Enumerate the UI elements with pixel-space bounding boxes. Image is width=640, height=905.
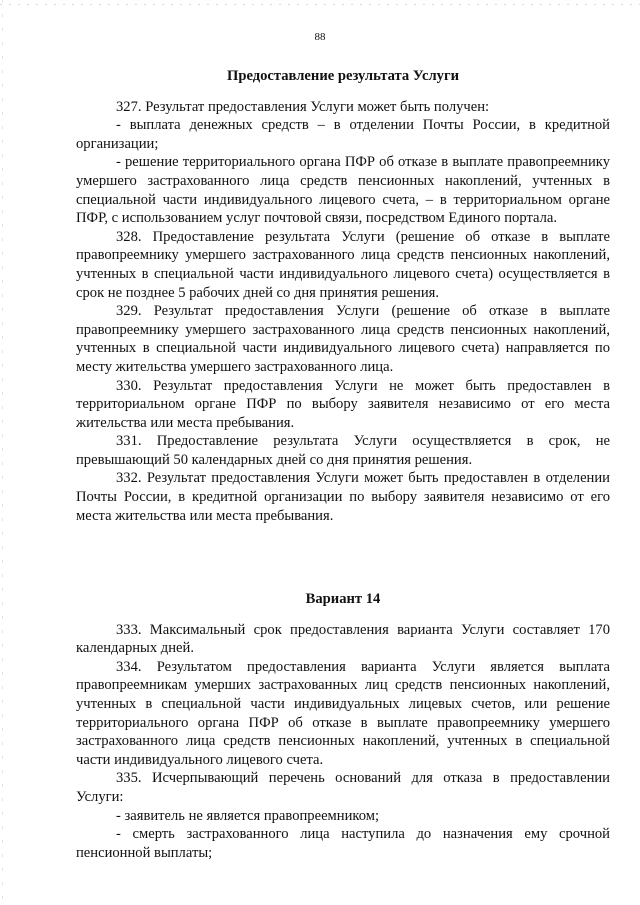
list-item-refusal-decision: - решение территориального органа ПФР об отказе в выплате правопреемнику умершего застрахованного лица средств пенсионных накоплений, учтенных в специальной части индивидуального лицевого счета, – в территориальном органе ПФР, с использованием услуг почтовой связи, посредством Единого портала. bbox=[76, 154, 610, 227]
paragraph-333: 333. Максимальный срок предоставления варианта Услуги составляет 170 календарных дней. bbox=[76, 621, 610, 657]
paragraph-334: 334. Результатом предоставления варианта Услуги является выплата правопреемникам умерших застрахованных лиц средств пенсионных накоплений, учтенных в специальной части индивидуальных лицевых счетов, или решение территориального органа ПФР об отказе в выплате правопреемнику умершего застрахованного лица средств пенсионных накоплений, учтенных в специальной части индивидуального лицевого счета. bbox=[76, 658, 610, 768]
section-variant-14 bbox=[76, 590, 610, 862]
section-title: Предоставление результата Услуги bbox=[227, 68, 459, 84]
paragraph-327: 327. Результат предоставления Услуги может быть получен: bbox=[116, 98, 490, 115]
list-item-money-payment: - выплата денежных средств – в отделении Почты России, в кредитной организации; bbox=[76, 117, 610, 152]
section-title: Вариант 14 bbox=[305, 591, 381, 607]
page-number: 88 bbox=[314, 31, 326, 43]
paragraph-330: 330. Результат предоставления Услуги не может быть предоставлен в территориальном органе ПФР по выбору заявителя независимо от его места жительства или места пребывания. bbox=[76, 377, 610, 431]
paragraph-332: 332. Результат предоставления Услуги может быть предоставлен в отделении Почты России, в кредитной организации по выбору заявителя независимо от его места жительства или места пребывания. bbox=[76, 470, 610, 524]
section-result-delivery bbox=[76, 67, 610, 525]
scan-artifact-top bbox=[0, 4, 640, 5]
list-item-death-before-payment: - смерть застрахованного лица наступила до назначения ему срочной пенсионной выплаты; bbox=[76, 826, 610, 861]
list-item-not-successor: - заявитель не является правопреемником; bbox=[116, 807, 380, 824]
paragraph-331: 331. Предоставление результата Услуги осуществляется в срок, не превышающий 50 календарных дней со дня принятия решения. bbox=[76, 433, 610, 468]
paragraph-329: 329. Результат предоставления Услуги (решение об отказе в выплате правопреемнику умершего застрахованного лица средств пенсионных накоплений, учтенных в специальной части индивидуального лицевого счета) направляется по месту жительства умершего застрахованного лица. bbox=[76, 303, 610, 375]
paragraph-328: 328. Предоставление результата Услуги (решение об отказе в выплате правопреемнику умершего застрахованного лица средств пенсионных накоплений, учтенных в специальной части индивидуального лицевого счета) осуществляется в срок не позднее 5 рабочих дней со дня принятия решения. bbox=[76, 228, 610, 301]
scan-artifact-left bbox=[2, 0, 3, 905]
paragraph-335: 335. Исчерпывающий перечень оснований для отказа в предоставлении Услуги: bbox=[76, 770, 610, 805]
